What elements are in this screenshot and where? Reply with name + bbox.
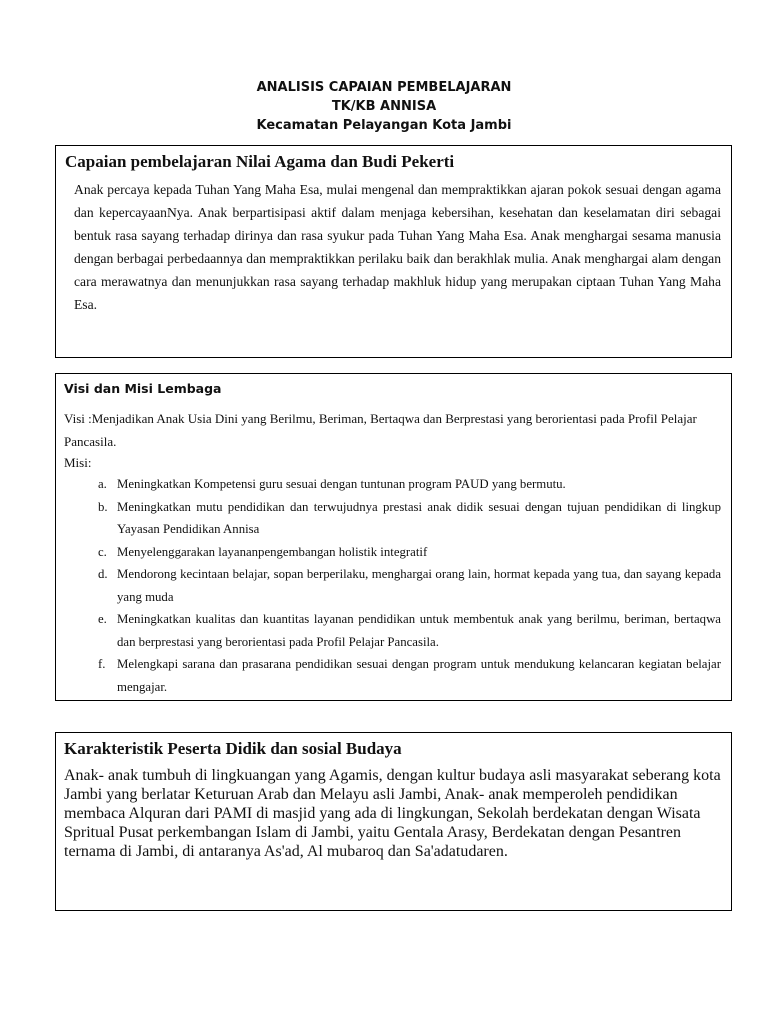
misi-marker: d. — [98, 567, 108, 581]
misi-marker: b. — [98, 499, 108, 514]
karakteristik-text: Anak- anak tumbuh di lingkuangan yang Agamis, dengan kultur budaya asli masyarakat seberang kota Jambi yang berlatar Keturuan Arab dan Melayu asli Jambi, Anak- anak memperoleh pendidikan membaca Alquran dari PAMI di masjid yang ada di lingkungan, Sekolah berdekatan dengan Wisata Spritual Pusat perkembangan Islam di Jambi, yaitu Gentala Arasy, Berdekatan dengan Pesantren ternama di Jambi, di antaranya As'ad, Al mubaroq dan Sa'adatudaren. — [64, 767, 721, 860]
misi-marker: f. — [98, 657, 106, 671]
misi-item — [64, 541, 721, 564]
visi-misi-title: Visi dan Misi Lembaga — [64, 381, 222, 396]
misi-text: Meningkatkan Kompetensi guru sesuai dengan tuntunan program PAUD yang bermutu. — [117, 477, 566, 491]
misi-list — [64, 473, 721, 698]
capaian-pembelajaran-section — [55, 145, 732, 358]
misi-text: Mendorong kecintaan belajar, sopan berperilaku, menghargai orang lain, hormat kepada yang tua, dan sayang kepada yang muda — [117, 567, 721, 604]
misi-marker: c. — [98, 544, 107, 559]
school-name: TK/KB ANNISA — [331, 99, 437, 114]
misi-item — [64, 473, 721, 496]
misi-item — [64, 653, 721, 698]
karakteristik-title: Karakteristik Peserta Didik dan sosial Budaya — [64, 739, 402, 758]
misi-text: Meningkatkan kualitas dan kuantitas layanan pendidikan untuk membentuk anak yang berilmu, beriman, bertaqwa dan berprestasi yang berorientasi pada Profil Pelajar Pancasila. — [117, 612, 721, 649]
misi-item — [64, 563, 721, 608]
school-location: Kecamatan Pelayangan Kota Jambi — [256, 118, 512, 133]
misi-text: Meningkatkan mutu pendidikan dan terwujudnya prestasi anak didik sesuai dengan tujuan pendidikan di lingkup Yayasan Pendidikan Annisa — [117, 499, 721, 536]
document-title: ANALISIS CAPAIAN PEMBELAJARAN — [256, 80, 512, 95]
document-header — [0, 78, 768, 135]
karakteristik-section — [55, 732, 732, 911]
misi-marker: a. — [98, 477, 107, 491]
misi-text: Melengkapi sarana dan prasarana pendidikan sesuai dengan program untuk mendukung kelancaran kegiatan belajar mengajar. — [117, 657, 721, 694]
misi-item — [64, 608, 721, 653]
visi-text: Visi :Menjadikan Anak Usia Dini yang Berilmu, Beriman, Bertaqwa dan Berprestasi yang berorientasi pada Profil Pelajar Pancasila. — [64, 411, 697, 449]
capaian-text: Anak percaya kepada Tuhan Yang Maha Esa, mulai mengenal dan mempraktikkan ajaran pokok sesuai dengan agama dan kepercayaanNya. Anak berpartisipasi aktif dalam menjaga kebersihan, kesehatan dan keselamatan diri sebagai bentuk rasa sayang terhadap dirinya dan rasa syukur pada Tuhan Yang Maha Esa. Anak menghargai sesama manusia dengan berbagai perbedaannya dan mempraktikkan perilaku baik dan berakhlak mulia. Anak menghargai alam dengan cara merawatnya dan menunjukkan rasa sayang terhadap makhluk hidup yang merupakan ciptaan Tuhan Yang Maha Esa. — [74, 182, 721, 312]
misi-label: Misi: — [64, 455, 92, 470]
capaian-title: Capaian pembelajaran Nilai Agama dan Budi Pekerti — [65, 152, 455, 171]
misi-text: Menyelenggarakan layananpengembangan holistik integratif — [117, 544, 428, 559]
visi-misi-section — [55, 373, 732, 701]
misi-marker: e. — [98, 612, 107, 626]
misi-item — [64, 496, 721, 541]
